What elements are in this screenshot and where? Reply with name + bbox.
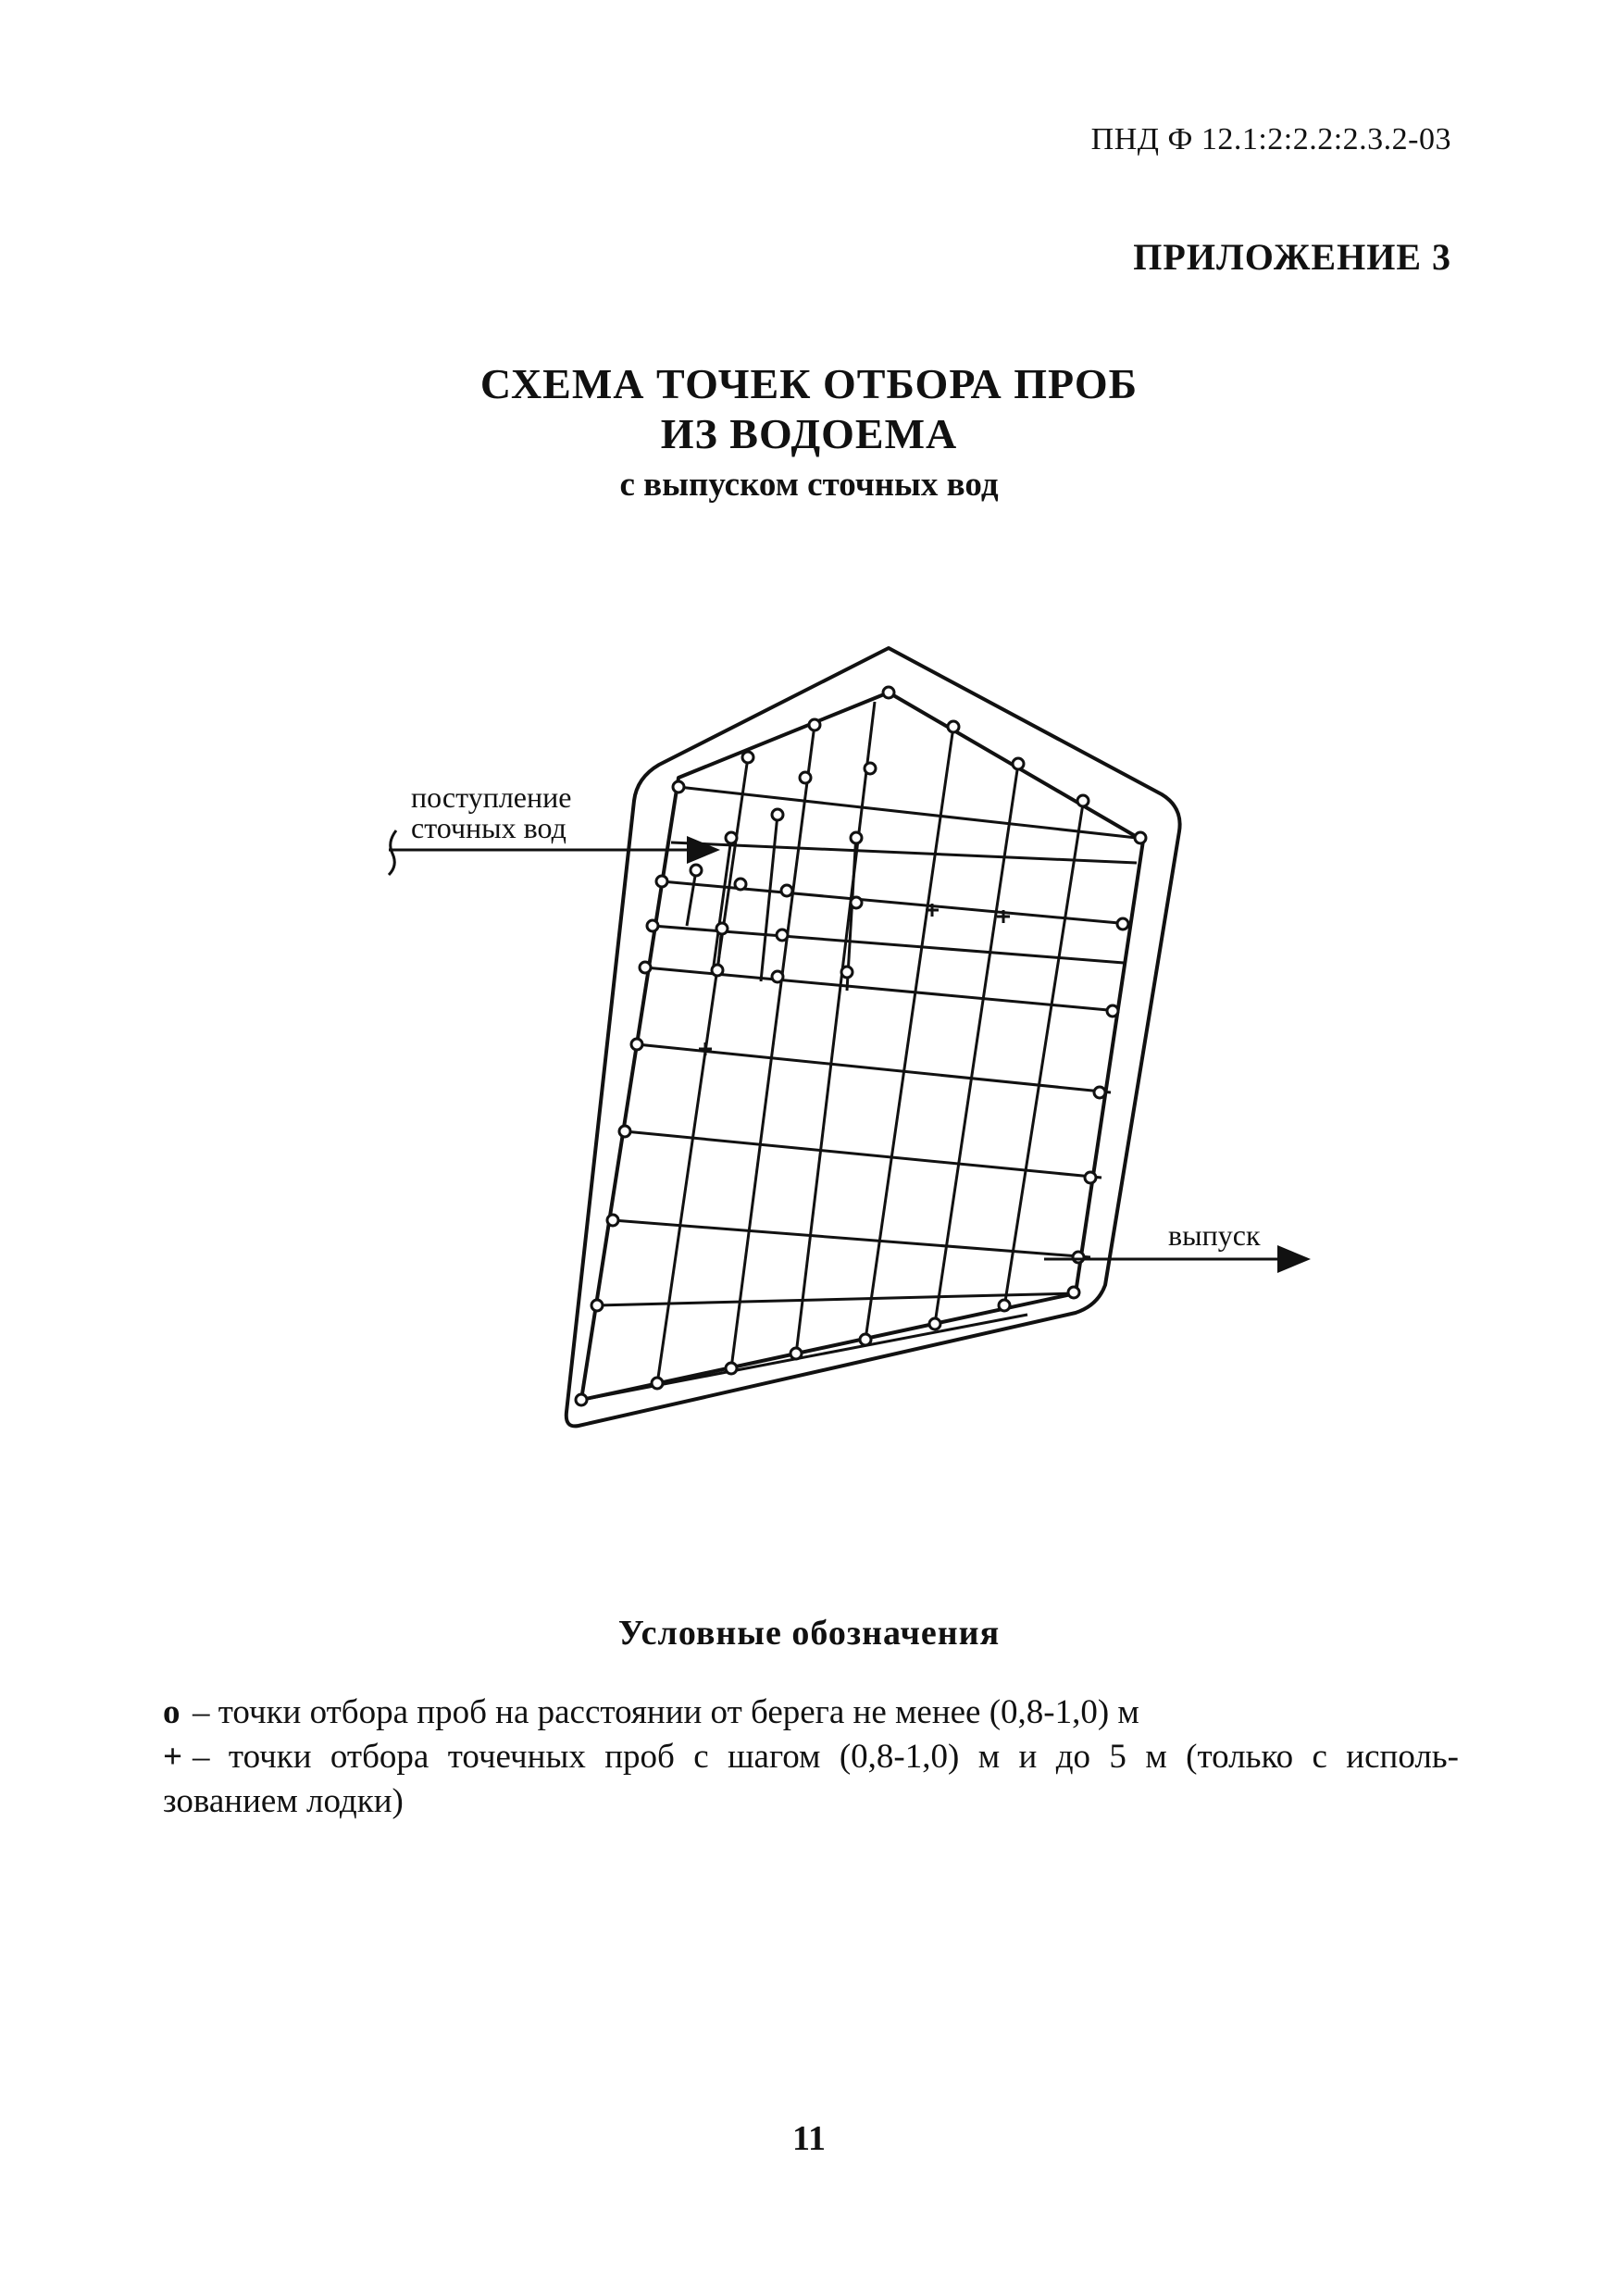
title-line-1: СХЕМА ТОЧЕК ОТБОРА ПРОБ <box>479 360 1139 407</box>
appendix-label: ПРИЛОЖЕНИЕ 3 <box>1133 236 1451 278</box>
inflow-label-line-2: сточных вод <box>411 811 566 844</box>
legend-text-grid-points: – точки отбора точечных проб с шагом (0,8-1,0) м и до 5 м (только с исполь- <box>193 1738 1459 1776</box>
sampling-grid <box>581 702 1137 1400</box>
legend-item-grid-points <box>163 1735 1459 1779</box>
outflow-label: выпуск <box>1168 1218 1261 1252</box>
legend-item-shore-points <box>163 1691 1459 1735</box>
legend-symbol-plus: + <box>163 1738 183 1776</box>
inflow-label <box>411 782 571 843</box>
inflow-label-line-1: поступление <box>411 780 572 814</box>
inflow-brace <box>389 830 396 875</box>
page-number: 11 <box>792 2119 826 2158</box>
legend-symbol-circle: о <box>163 1693 180 1731</box>
title-line-2: ИЗ ВОДОЕМА <box>660 410 958 457</box>
legend-text-shore-points: – точки отбора проб на расстоянии от берега не менее (0,8-1,0) м <box>193 1693 1139 1731</box>
legend <box>163 1691 1459 1824</box>
legend-text-grid-points-continuation: зованием лодки) <box>163 1782 404 1820</box>
title-subtitle: с выпуском сточных вод <box>619 466 999 504</box>
legend-title: Условные обозначения <box>617 1614 1001 1653</box>
document-code: ПНД Ф 12.1:2:2.2:2.3.2-03 <box>1090 122 1451 156</box>
